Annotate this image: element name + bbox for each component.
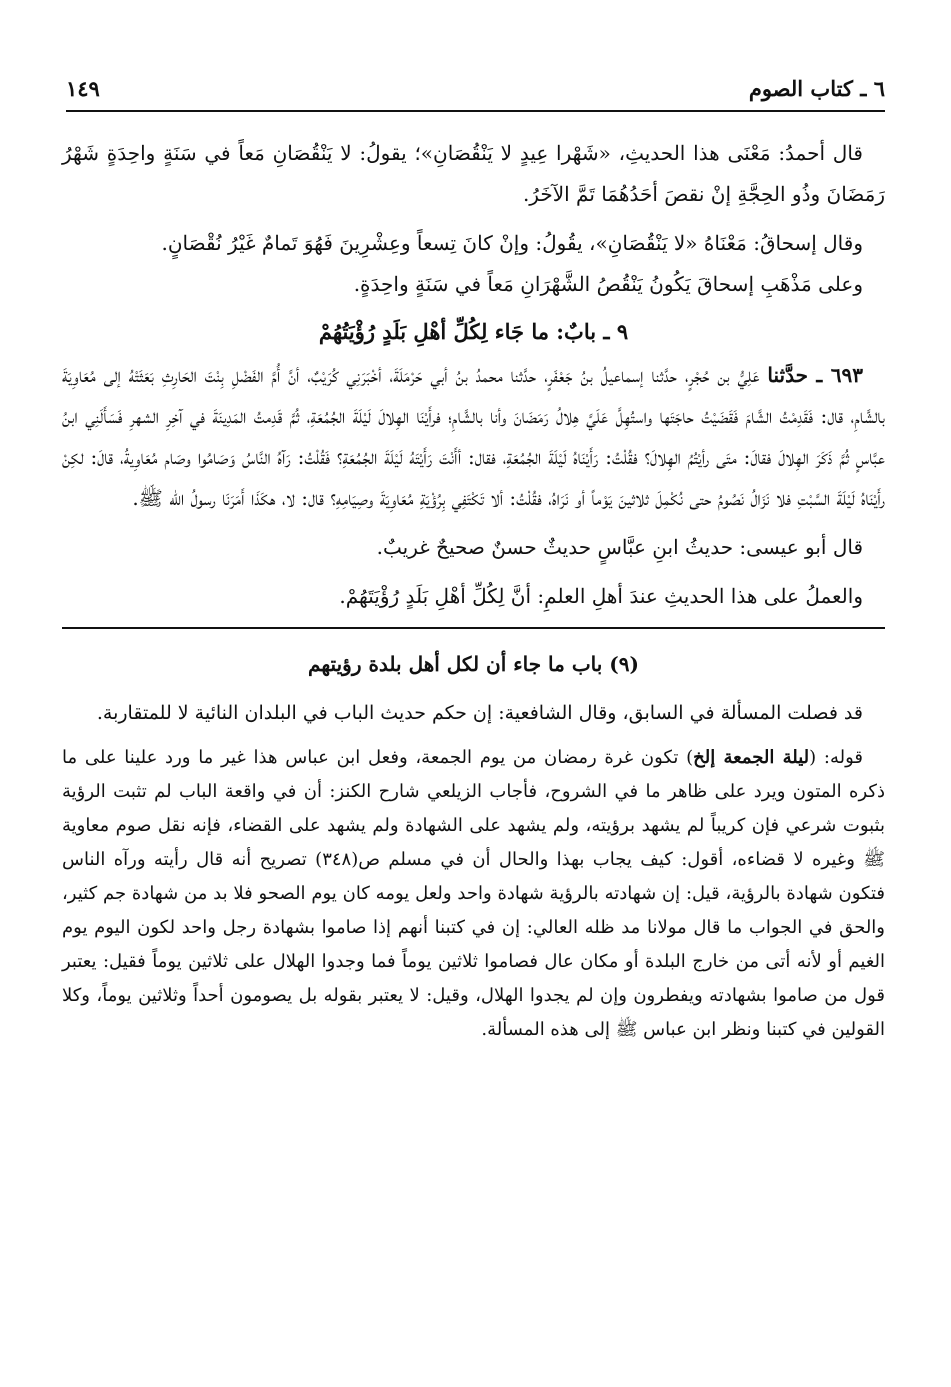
paragraph-ishaq: وقال إسحاقُ: مَعْنَاهُ «لا يَنْقُصَانِ»، يقُولُ: وإنْ كانَ تِسعاً وعِشْرِينَ فَهُوَ تَمامٌ غَيْرُ نُقْصَانٍ. (161, 231, 863, 255)
page-number: ١٤٩ (66, 75, 100, 101)
page-body (62, 133, 885, 1047)
paragraph-abu-isa: قال أبو عيسى: حديثُ ابنِ عبَّاسٍ حديثٌ حسنٌ صحيحٌ غريبٌ. (376, 535, 863, 559)
commentary-paragraph-2 (62, 741, 885, 1047)
paragraph-ishaq-madhhab: وعلى مَذْهَبِ إسحاقَ يَكُونُ يَنْقُصُ الشَّهْرَانِ مَعاً في سَنَةٍ واحِدَةٍ. (353, 272, 863, 296)
commentary-heading: (٩) باب ما جاء أن لكل أهل بلدة رؤيتهم (308, 652, 639, 676)
commentary-paragraph-1: قد فصلت المسألة في السابق، وقال الشافعية: إن حكم حديث الباب في البلدان النائية لا للمتقاربة. (96, 702, 863, 724)
commentary-body: ) تكون غرة رمضان من يوم الجمعة، وفعل ابن عباس هذا غير ما ورد علينا على ما ذكره المتون ويرد على ظاهر ما في الشروح، فأجاب الزيلعي شارح الكنز: أن في واقعة الباب لم تثبت الرؤية بثبوت شرعي فإن كريباً لم يشهد برؤيته، ولم يشهد على الشهادة ولم يشهد على القضاء، فإنه نقل صوم معاوية ﷺ وغيره لا قضاءه، أقول: كيف يجاب بهذا والحال أن في مسلم ص(٣٤٨) تصريح أنه قال رأيته ورآه الناس فتكون شهادة بالرؤية، قيل: إن شهادته بالرؤية شهادة واحد ولعل يومه كان يوم الصحو فلا بد من شهادة جم كثير، والحق في الجواب ما قال مولانا مد ظله العالي: إن في كتبنا أنهم إذا صاموا بشهادة رجل واحد لكون اليوم يوم الغيم أو لأنه أتى من خارج البلدة أو مكان عال فصاموا ثلاثين يوماً فما وجدوا الهلال على ثلاثين يوماً فقيل: يعتبر قول من صاموا بشهادته ويفطرون وإن لم يجدوا الهلال، وقيل: لا يعتبر بقوله بل يصومون أحداً وثلاثين يوماً، وكلا القولين في كتبنا ونظر ابن عباس ﷺ إلى هذه المسألة. (62, 747, 886, 1040)
section-heading: ٩ ـ بابٌ: ما جَاء لِكُلِّ أهْلِ بَلَدٍ رُؤْيَتُهُمْ (318, 319, 629, 344)
paragraph-amal: والعملُ على هذا الحديثِ عندَ أهلِ العلمِ: أنَّ لِكُلِّ أهْلِ بَلَدٍ رُؤْيَتَهُمْ. (339, 584, 863, 608)
paragraph-ahmad: قال أحمدُ: مَعْنَى هذا الحديثِ، «شَهْرا عِيدٍ لا يَنْقُصَانِ»؛ يقولُ: لا يَنْقُصَانِ مَعاً في سَنَةٍ واحِدَةٍ شَهْرُ رَمَضَانَ وذُو الحِجَّةِ إنْ نقصَ أحَدُهُمَا تَمَّ الآخَرُ. (62, 141, 885, 206)
hadith-text: عَلِيُّ بن حُجْرٍ، حدَّثنا إسماعيلُ بنُ جَعْفَرٍ، حدَّثنا محمدُ بنُ أبي حَرْمَلَةَ، أخْبَرَنِي كُرَيْبٌ، أنَّ أُمَّ الفَضْلِ بِنْتَ الحَارِثِ بَعَثَتْهُ إلى مُعَاوِيَةَ بالشَّامِ، قال: فَقَدِمْتُ الشَّامَ فَقَضَيْتُ حاجَتَها واستُهِلَّ عَلَيَّ هِلالُ رَمَضَانَ وأنا بالشَّامِ؛ فرأَيْنَا الهِلالَ لَيْلَةَ الجُمُعَةِ، ثُمَّ قَدِمتُ المَدِينَةَ في آخِرِ الشهرِ فَسَأَلَنِي ابنُ عبَّاسٍ ثُمَّ ذَكَرَ الهِلالَ فقالَ: متَى رأيْتُمُ الهِلالَ؟ فقُلْتُ: رَأَيْنَاهُ لَيْلَةَ الجُمُعَةِ، فقال: أأَنْتَ رَأَيْتَهُ لَيْلَةَ الجُمُعَةِ؟ فَقُلْتُ: رَآهُ النَّاسُ وَصَامُوا وصَام مُعَاوِيةُ، قالَ: لكِنْ رأَيْنَاهُ لَيْلَةَ السَّبْتِ فلا نَزَالُ نَصُومُ حتى نُكْمِلَ ثلاثينَ يَوْماً أو نَرَاهُ، فقُلْتُ: ألا تَكْتَفِي بِرُؤْيَةِ مُعَاوِيَةَ وصِيَامِهِ؟ قال: لا، هكَذَا أَمَرَنَا رسولُ الله ﷺ. (62, 363, 885, 510)
running-header (66, 66, 885, 112)
hadith-number: ٦٩٣ ـ حدَّثنا (767, 363, 863, 387)
commentary-intro: قوله: ( (809, 747, 863, 768)
divider-rule (62, 627, 885, 629)
hadith-paragraph (62, 355, 885, 519)
commentary-quoted-phrase: ليلة الجمعة إلخ (693, 747, 810, 768)
chapter-title: ٦ ـ كتاب الصوم (748, 75, 885, 101)
